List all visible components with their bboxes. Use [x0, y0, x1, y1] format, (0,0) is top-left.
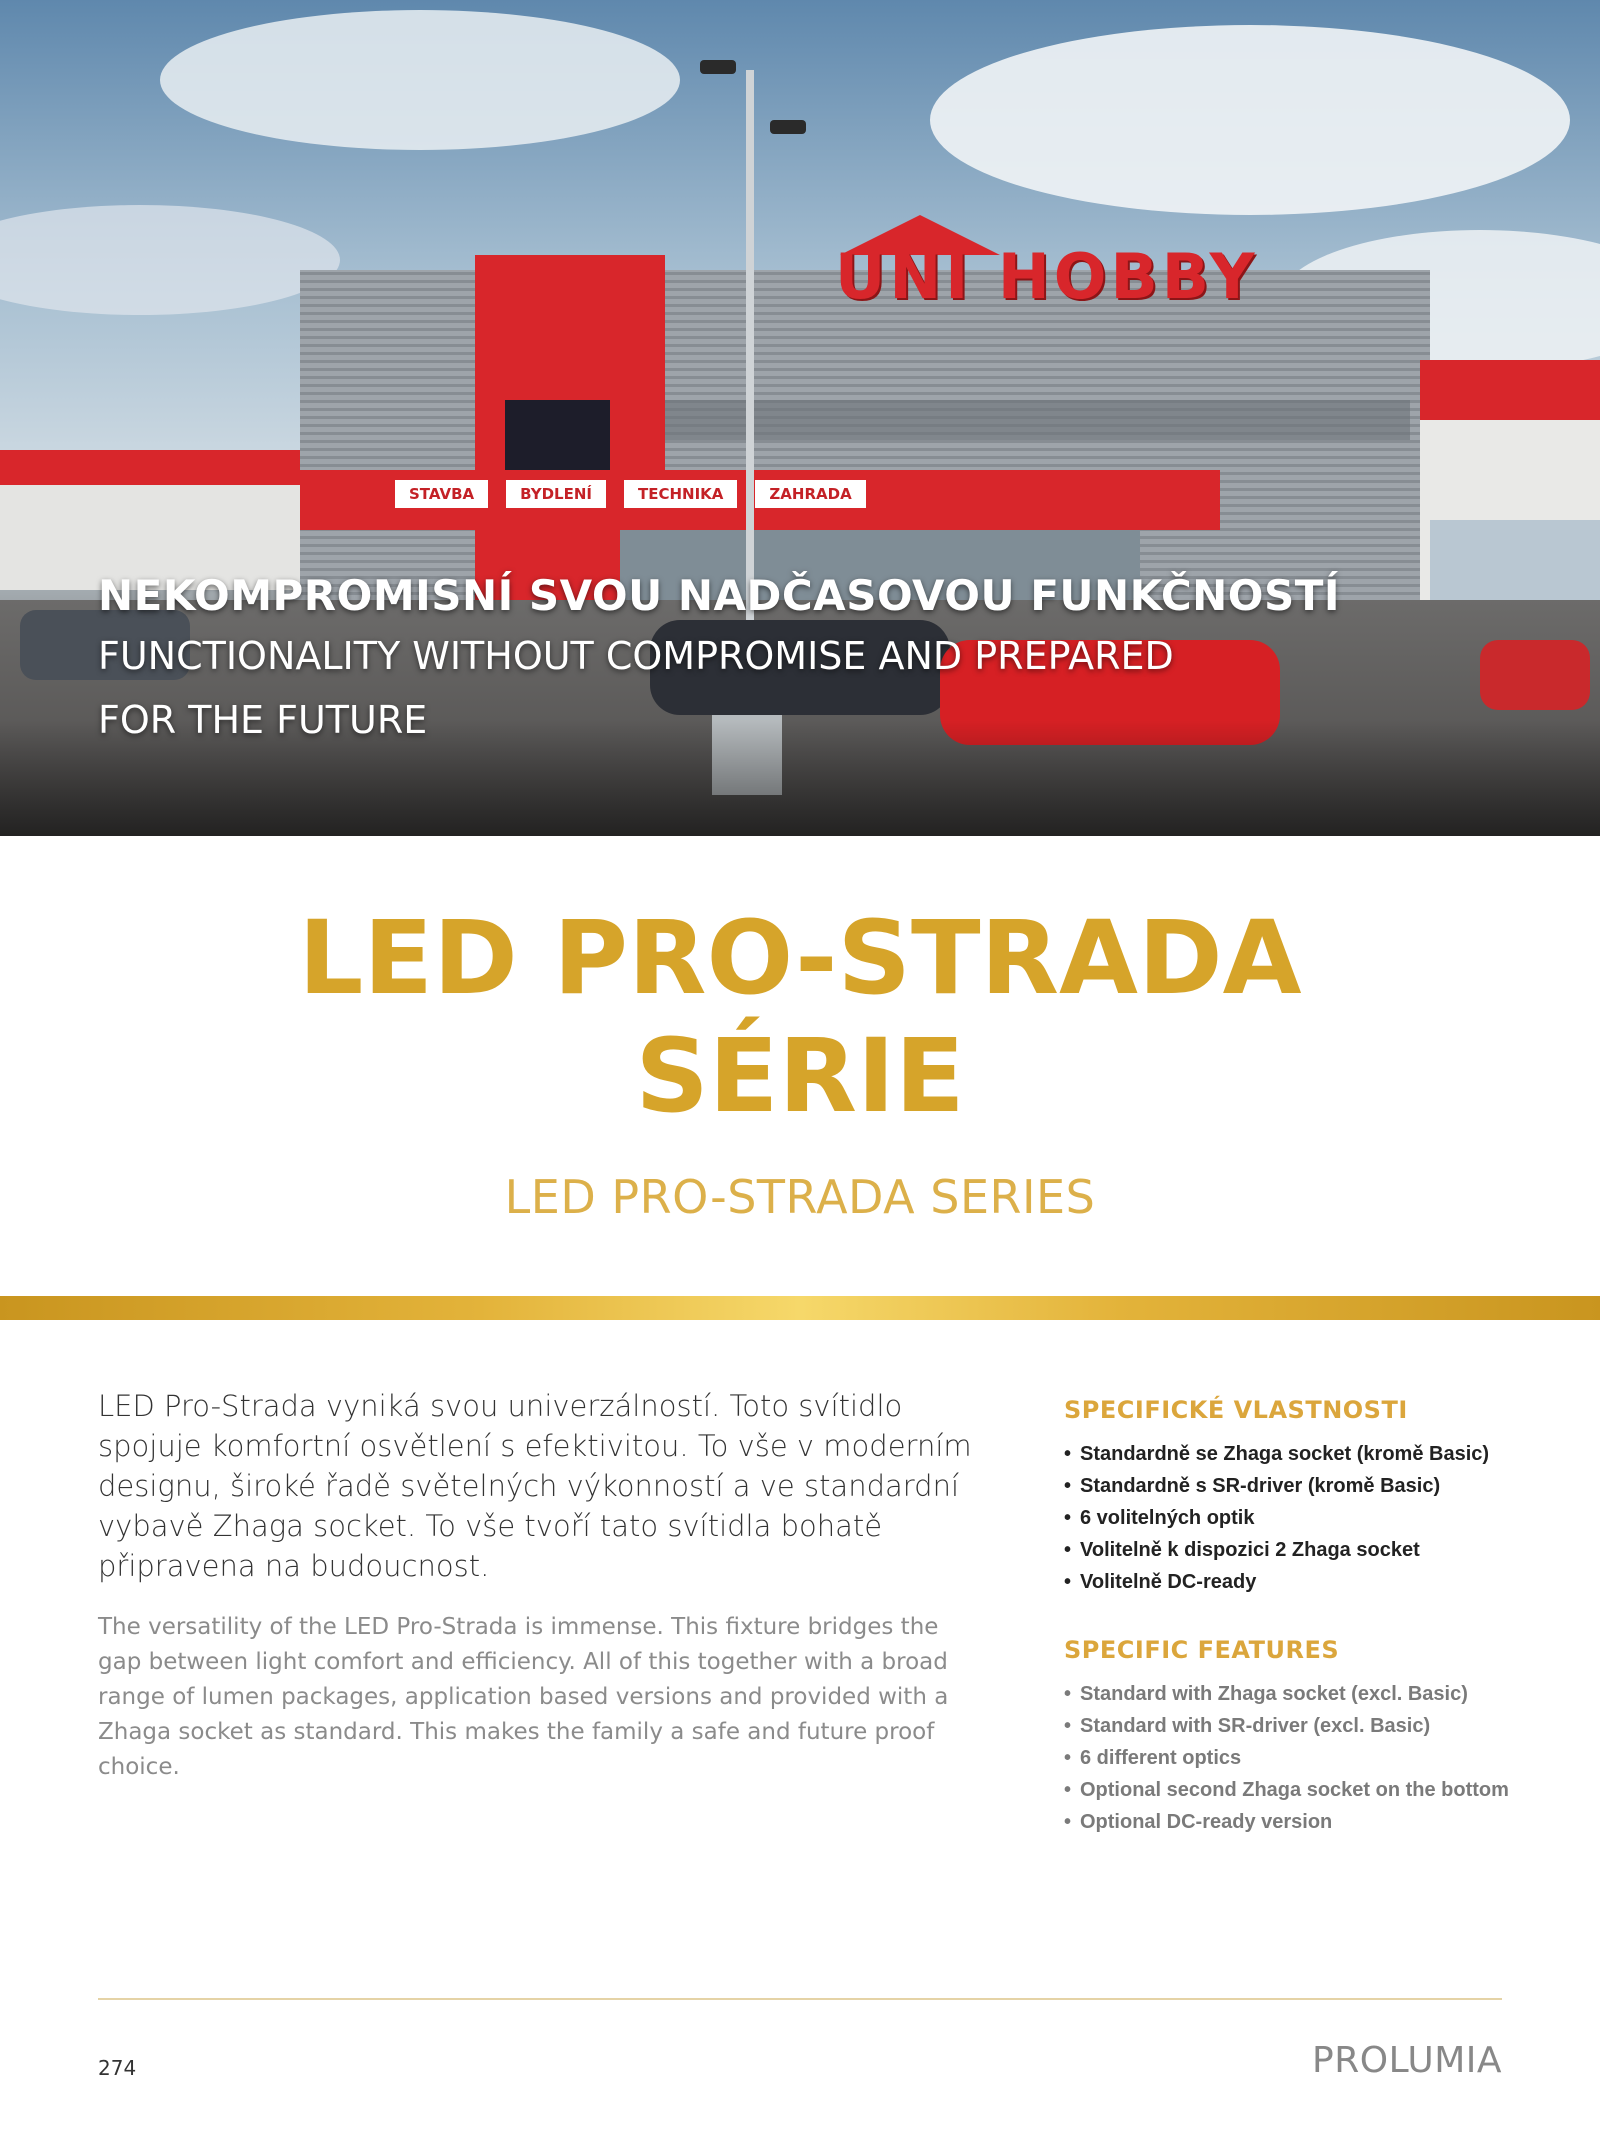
features-cs-heading: SPECIFICKÉ VLASTNOSTI: [1064, 1396, 1408, 1424]
gold-divider: [0, 1296, 1600, 1320]
product-title-line2: SÉRIE: [635, 1017, 965, 1136]
feature-item: • Standard with SR-driver (excl. Basic): [1064, 1710, 1554, 1742]
feature-item: • Standard with Zhaga socket (excl. Basic): [1064, 1678, 1554, 1710]
store-section-signs: [395, 480, 866, 508]
hero-subtitle-line1: FUNCTIONALITY WITHOUT COMPROMISE AND PREPARED: [98, 634, 1174, 678]
store-section-sign: BYDLENÍ: [506, 480, 606, 508]
store-section-sign: ZAHRADA: [755, 480, 865, 508]
hero-caption: [98, 568, 1340, 752]
feature-item: • 6 volitelných optik: [1064, 1502, 1554, 1534]
feature-item: • Standardně s SR-driver (kromě Basic): [1064, 1470, 1554, 1502]
product-title: [0, 900, 1600, 1136]
store-section-sign: STAVBA: [395, 480, 488, 508]
intro-text-en: The versatility of the LED Pro-Strada is immense. This fixture bridges the gap between light comfort and efficiency. All of this together with a broad range of lumen packages, application based versions and provided with a Zhaga socket as standard. This makes the family a safe and future proof choice.: [98, 1614, 949, 1780]
feature-item: • Volitelně k dispozici 2 Zhaga socket: [1064, 1534, 1554, 1566]
features-en-heading: SPECIFIC FEATURES: [1064, 1636, 1340, 1664]
store-sign: UNI HOBBY: [835, 240, 1259, 313]
hero-title: NEKOMPROMISNÍ SVOU NADČASOVOU FUNKČNOSTÍ: [98, 571, 1341, 620]
footer-divider: [98, 1998, 1502, 2000]
feature-item: • 6 different optics: [1064, 1742, 1554, 1774]
product-title-line1: LED PRO-STRADA: [298, 899, 1302, 1018]
feature-item: • Optional DC-ready version: [1064, 1806, 1554, 1838]
page-number: 274: [98, 2056, 137, 2080]
product-subtitle: LED PRO-STRADA SERIES: [504, 1170, 1096, 1224]
intro-text-cs: LED Pro-Strada vyniká svou univerzálností. Toto svítidlo spojuje komfortní osvětlení s efektivitou. To vše v moderním designu, široké řadě světelných výkonností a ve standardní vybavě Zhaga socket. To vše tvoří tato svítidla bohatě připravena na budoucnost.: [98, 1389, 972, 1583]
features-en-list: [1064, 1678, 1554, 1838]
brand-logo: PROLUMIA: [1312, 2040, 1502, 2081]
feature-item: • Volitelně DC-ready: [1064, 1566, 1554, 1598]
features-en: [1064, 1636, 1554, 1838]
feature-item: • Standardně se Zhaga socket (kromě Basic): [1064, 1438, 1554, 1470]
features-cs-list: [1064, 1438, 1554, 1598]
hero-subtitle-line2: FOR THE FUTURE: [98, 698, 428, 742]
hero-photo: [0, 0, 1600, 836]
feature-item: • Optional second Zhaga socket on the bottom: [1064, 1774, 1554, 1806]
store-section-sign: TECHNIKA: [624, 480, 737, 508]
features-cs: [1064, 1396, 1554, 1598]
